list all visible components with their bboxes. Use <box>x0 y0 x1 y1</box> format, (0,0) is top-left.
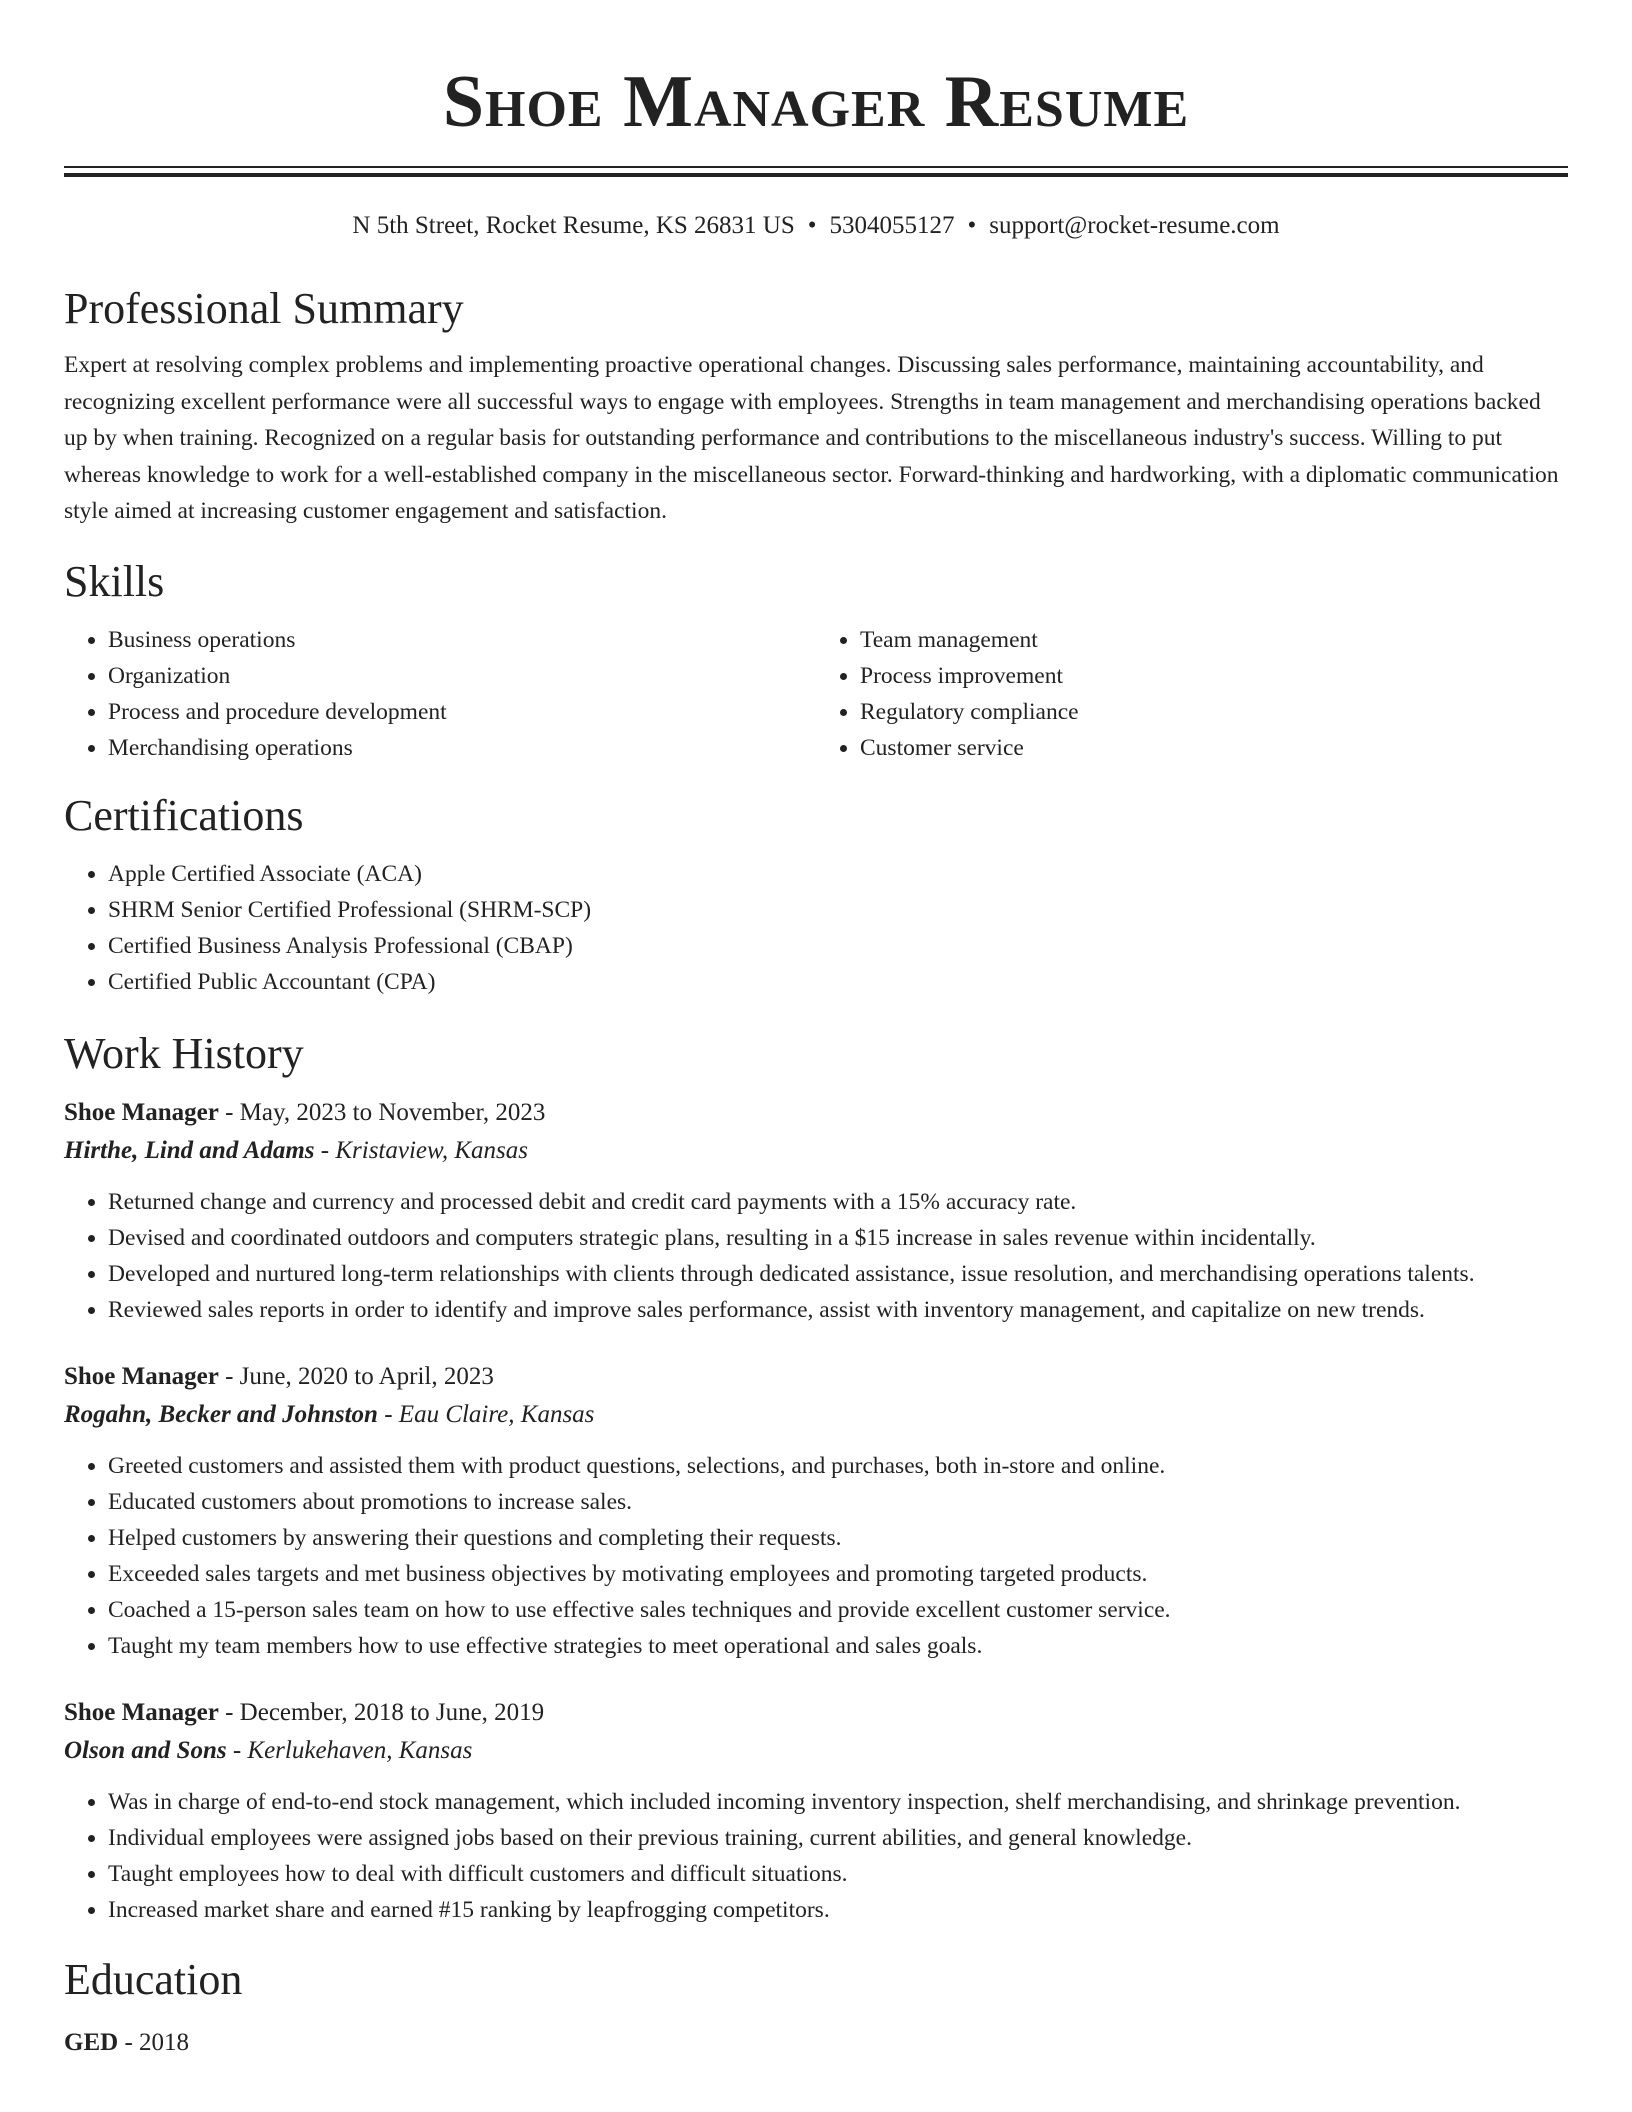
education-heading: Education <box>64 1954 243 2004</box>
contact-email: support@rocket-resume.com <box>989 212 1280 239</box>
job-employer <box>64 1132 1568 1170</box>
title-divider-thick <box>64 173 1568 177</box>
resume-page <box>64 0 1568 2062</box>
job-company: Hirthe, Lind and Adams <box>64 1136 315 1164</box>
list-item: • Certified Public Accountant (CPA) <box>108 964 1568 1000</box>
list-item: • Individual employees were assigned jobs based on their previous training, current abilities, and general knowledge. <box>108 1820 1568 1856</box>
summary-text: Expert at resolving complex problems and implementing proactive operational changes. Discussing sales performance, maintaining accountability, and recognizing excellent performance were all successful ways to engage with employees. Strengths in team management and merchandising operations backed up by when training. Recognized on a regular basis for outstanding performance and contributions to the miscellaneous industry's success. Willing to put whereas knowledge to work for a well-established company in the miscellaneous sector. Forward-thinking and hardworking, with a diplomatic communication style aimed at increasing customer engagement and satisfaction. <box>64 352 1559 524</box>
list-item: • SHRM Senior Certified Professional (SHRM-SCP) <box>108 892 1568 928</box>
title-divider-thin <box>64 166 1568 168</box>
list-item: • Business operations <box>108 622 816 658</box>
list-item: • Reviewed sales reports in order to identify and improve sales performance, assist with inventory management, and capitalize on new trends. <box>108 1292 1568 1328</box>
job-location: - Eau Claire, Kansas <box>377 1400 595 1428</box>
list-item: • Regulatory compliance <box>860 694 1568 730</box>
job-header <box>64 1358 1568 1396</box>
job-location: - Kristaview, Kansas <box>314 1136 528 1164</box>
job-employer <box>64 1396 1568 1434</box>
skills-list-right <box>816 622 1568 766</box>
list-item: • Process improvement <box>860 658 1568 694</box>
job-title: Shoe Manager <box>64 1098 219 1126</box>
job-dates: - December, 2018 to June, 2019 <box>218 1698 545 1726</box>
list-item: • Process and procedure development <box>108 694 816 730</box>
list-item: • Customer service <box>860 730 1568 766</box>
job-dates: - June, 2020 to April, 2023 <box>218 1362 494 1390</box>
certifications-heading: Certifications <box>64 790 304 840</box>
list-item: • Merchandising operations <box>108 730 816 766</box>
job-title: Shoe Manager <box>64 1362 219 1390</box>
summary-heading: Professional Summary <box>64 284 464 333</box>
job-company: Olson and Sons <box>64 1736 227 1764</box>
list-item: • Returned change and currency and processed debit and credit card payments with a 15% accuracy rate. <box>108 1184 1568 1220</box>
education-entry <box>64 2024 1568 2062</box>
job-entry <box>64 1094 1568 1328</box>
list-item: • Developed and nurtured long-term relationships with clients through dedicated assistance, issue resolution, and merchandising operations talents. <box>108 1256 1568 1292</box>
job-bullets <box>64 1784 1568 1928</box>
list-item: • Certified Business Analysis Professional (CBAP) <box>108 928 1568 964</box>
job-header <box>64 1094 1568 1132</box>
skills-columns <box>64 622 1568 766</box>
contact-separator: • <box>967 212 977 239</box>
list-item: • Apple Certified Associate (ACA) <box>108 856 1568 892</box>
list-item: • Team management <box>860 622 1568 658</box>
education-year: - 2018 <box>118 2028 190 2056</box>
job-entry <box>64 1358 1568 1664</box>
list-item: • Was in charge of end-to-end stock management, which included incoming inventory inspection, shelf merchandising, and shrinkage prevention. <box>108 1784 1568 1820</box>
page-title: Shoe Manager Resume <box>442 61 1190 143</box>
work-history-list <box>64 1094 1568 1928</box>
work-history-heading: Work History <box>64 1028 304 1078</box>
list-item: • Coached a 15-person sales team on how to use effective sales techniques and provide excellent customer service. <box>108 1592 1568 1628</box>
education-degree: GED <box>64 2028 119 2056</box>
skills-list-left <box>64 622 816 766</box>
job-dates: - May, 2023 to November, 2023 <box>218 1098 546 1126</box>
list-item: • Helped customers by answering their questions and completing their requests. <box>108 1520 1568 1556</box>
contact-separator: • <box>807 212 817 239</box>
list-item: • Organization <box>108 658 816 694</box>
job-company: Rogahn, Becker and Johnston <box>64 1400 378 1428</box>
job-employer <box>64 1732 1568 1770</box>
list-item: • Taught my team members how to use effective strategies to meet operational and sales goals. <box>108 1628 1568 1664</box>
job-title: Shoe Manager <box>64 1698 219 1726</box>
list-item: • Increased market share and earned #15 ranking by leapfrogging competitors. <box>108 1892 1568 1928</box>
list-item: • Devised and coordinated outdoors and computers strategic plans, resulting in a $15 increase in sales revenue within incidentally. <box>108 1220 1568 1256</box>
list-item: • Greeted customers and assisted them with product questions, selections, and purchases, both in-store and online. <box>108 1448 1568 1484</box>
certifications-list <box>64 856 1568 1000</box>
job-header <box>64 1694 1568 1732</box>
list-item: • Educated customers about promotions to increase sales. <box>108 1484 1568 1520</box>
contact-phone: 5304055127 <box>829 212 955 239</box>
job-entry <box>64 1694 1568 1928</box>
contact-address: N 5th Street, Rocket Resume, KS 26831 US <box>352 212 795 239</box>
skills-heading: Skills <box>64 556 165 606</box>
list-item: • Exceeded sales targets and met business objectives by motivating employees and promoting targeted products. <box>108 1556 1568 1592</box>
job-bullets <box>64 1448 1568 1664</box>
list-item: • Taught employees how to deal with difficult customers and difficult situations. <box>108 1856 1568 1892</box>
job-bullets <box>64 1184 1568 1328</box>
job-location: - Kerlukehaven, Kansas <box>226 1736 473 1764</box>
contact-line <box>64 209 1568 243</box>
